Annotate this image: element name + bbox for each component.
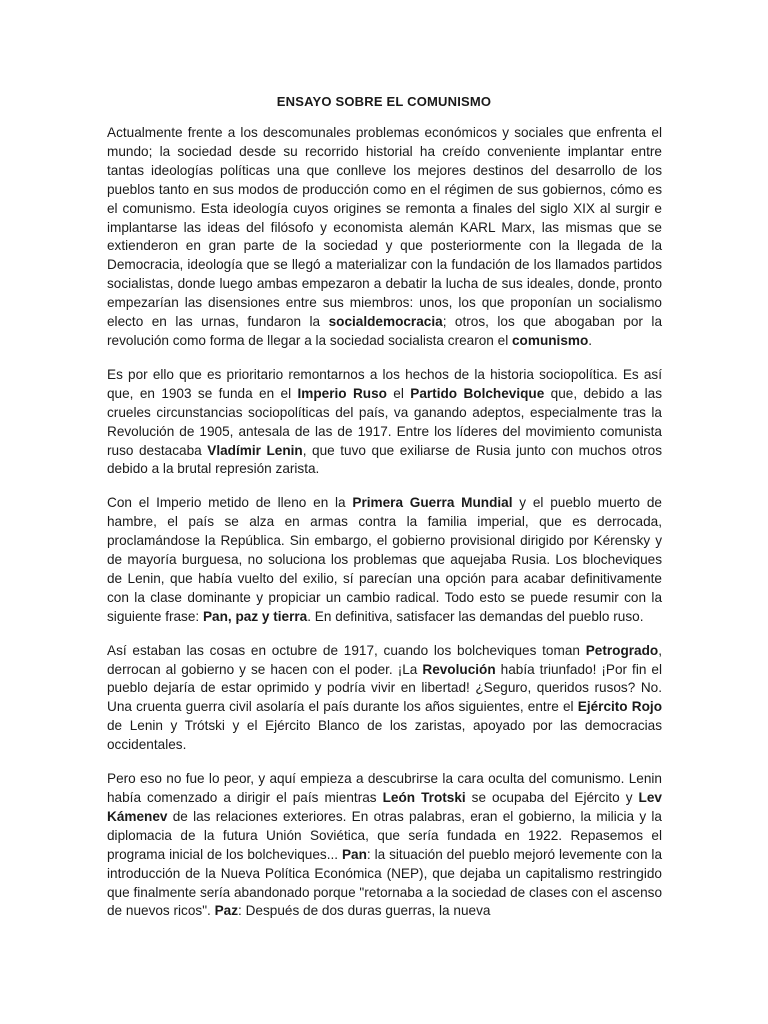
- bold-term: Revolución: [422, 661, 496, 677]
- bold-term: comunismo: [512, 332, 589, 348]
- text-run: : Después de dos duras guerras, la nueva: [238, 903, 491, 919]
- bold-term: Imperio Ruso: [297, 385, 387, 401]
- text-run: . En definitiva, satisfacer las demandas del pueblo ruso.: [307, 608, 644, 624]
- text-run: Así estaban las cosas en octubre de 1917, cuando los bolcheviques toman: [107, 642, 586, 658]
- paragraph: [107, 642, 662, 755]
- text-run: Pero eso no fue lo peor, y aquí empieza a descubrirse la cara oculta del comunismo. Lenin había comenzado a dirigir el país mientras: [107, 771, 662, 805]
- bold-term: León Trotski: [382, 790, 466, 805]
- text-run: el: [386, 385, 411, 401]
- bold-term: Primera Guerra Mundial: [352, 495, 513, 511]
- bold-term: Petrogrado: [585, 642, 659, 658]
- text-run: ; otros, los que abogaban por la revolución como forma de llegar a la sociedad socialista crearon el: [107, 314, 662, 348]
- bold-term: Ejército Rojo: [577, 699, 662, 715]
- bold-term: Pan: [341, 846, 367, 862]
- text-run: Actualmente frente a los descomunales problemas económicos y sociales que enfrenta el mundo; la sociedad desde su recorrido historial ha creído conveniente implantar entre tantas ideologías políticas una que conlleve los mejores destinos del desarrollo de los pueblos tanto en sus modos de producción como en el régimen de sus gobiernos, cómo es el comunismo. Esta ideología cuyos origines se remonta a finales del siglo XIX al surgir e implantarse las ideas del filósofo y economista alemán KARL Marx, las mismas que se extienderon en gran parte de la sociedad y que posteriormente con la llegada de la Democracia, ideología que se llegó a materializar con la fundación de los llamados partidos socialistas, donde luego ambas empezaron a debatir la lucha de sus ideales, donde, pronto empezarían las disensiones entre sus miembros: unos, los que proponían un socialismo electo en las urnas, fundaron la: [107, 125, 662, 330]
- paragraph: [107, 366, 662, 479]
- bold-term: socialdemocracia: [328, 314, 443, 330]
- text-run: de las relaciones exteriores. En otras palabras, eran el gobierno, la milicia y la diplomacia de la futura Unión Soviética, que sería fundada en 1922. Repasemos el programa inicial de los bolcheviques...: [107, 808, 662, 862]
- paragraph: [107, 124, 662, 351]
- document-title: ENSAYO SOBRE EL COMUNISMO: [276, 94, 492, 109]
- text-run: , derrocan al gobierno y se hacen con el poder. ¡La: [107, 642, 662, 677]
- bold-term: Paz: [214, 903, 239, 919]
- bold-term: Pan, paz y tierra: [202, 608, 308, 624]
- paragraph: [107, 770, 662, 921]
- text-run: Con el Imperio metido de lleno en la: [107, 495, 353, 511]
- bold-term: Vladímir Lenin: [207, 442, 303, 458]
- text-run: , que tuvo que exiliarse de Rusia junto con muchos otros debido a la brutal represión zarista.: [107, 442, 662, 477]
- bold-term: Partido Bolchevique: [410, 385, 545, 401]
- document-body: [107, 124, 662, 936]
- text-run: Es por ello que es prioritario remontarnos a los hechos de la historia sociopolítica. Es así que, en 1903 se funda en el: [107, 366, 662, 401]
- text-run: había triunfado! ¡Por fin el pueblo dejaría de estar oprimido y podría vivir en libertad! ¿Seguro, queridos rusos? No. Una cruenta guerra civil asolaría el país durante los años siguientes, entre el: [107, 661, 662, 715]
- text-run: y el pueblo muerto de hambre, el país se alza en armas contra la familia imperial, que es derrocada, proclamándose la República. Sin embargo, el gobierno provisional dirigido por Kérensky y de mayoría burguesa, no soluciona los problemas que aquejaba Rusia. Los blocheviques de Lenin, que había vuelto del exilio, sí parecían una opción para acabar definitivamente con la clase dominante y propiciar un cambio radical. Todo esto se puede resumir con la siguiente frase:: [107, 495, 662, 624]
- paragraph: [107, 494, 662, 626]
- text-run: : la situación del pueblo mejoró levemente con la introducción de la Nueva Política Económica (NEP), que dejaba un capitalismo restringido que finalmente sería abandonado porque "retornaba a la sociedad de clases con el ascenso de nuevos ricos".: [107, 846, 663, 919]
- text-run: .: [588, 332, 593, 348]
- bold-term: Lev Kámenev: [107, 790, 662, 824]
- text-run: se ocupaba del Ejército y: [465, 790, 639, 805]
- text-run: que, debido a las crueles circunstancias sociopolíticas del país, va ganando adeptos, especialmente tras la Revolución de 1905, antesala de las de 1917. Entre los líderes del movimiento comunista ruso destacaba: [107, 385, 662, 458]
- text-run: de Lenin y Trótski y el Ejército Blanco de los zaristas, apoyado por las democracias occidentales.: [107, 718, 662, 753]
